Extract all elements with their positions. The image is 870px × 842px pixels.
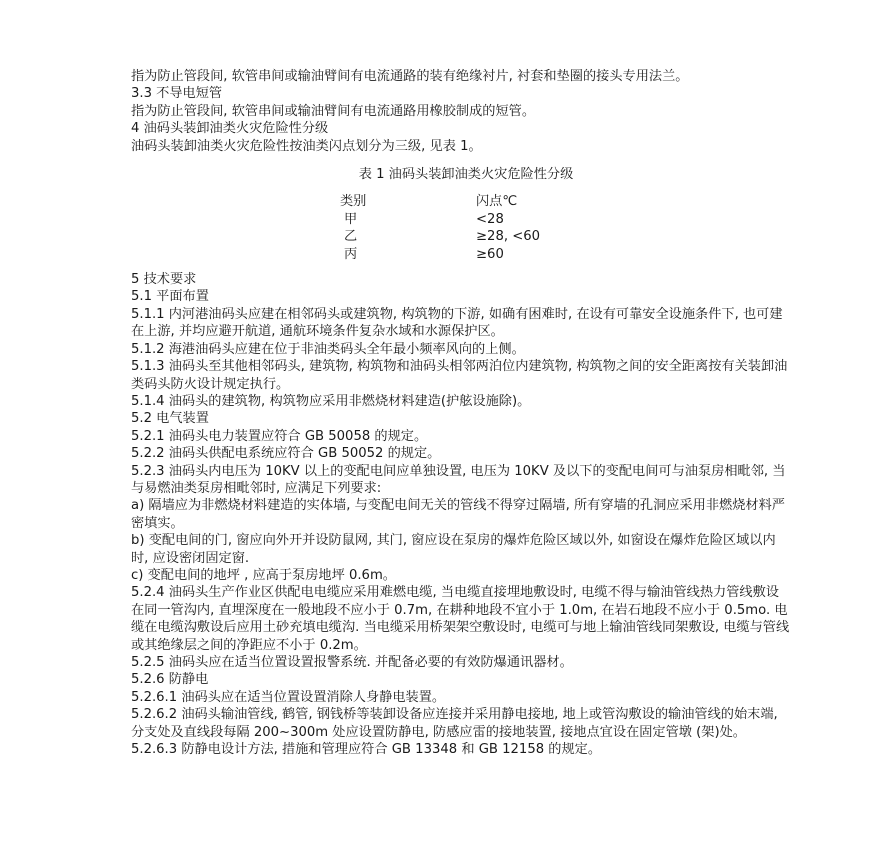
clause-5-2-6-1: 5.2.6.1 油码头应在适当位置设置消除人身静电装置。 — [131, 689, 446, 705]
clause-5-2-6-2: 5.2.6.2 油码头输油管线, 鹤管, 钢钱桥等装卸设备应连接并采用静电接地, 地上或管沟敷设的输油管线的始末端, 分支处及直线段每隔 200~300m 处应设置防静电, 防感应雷的接地装置, 接地点宜设在固定管墩 (架)处。 — [131, 707, 778, 740]
section-5-1-heading: 5.1 平面布置 — [131, 289, 209, 305]
list-item-b: b) 变配电间的门, 窗应向外开并设防鼠网, 其门, 窗应设在泵房的爆炸危险区域以外, 如窗设在爆炸危险区域以内时, 应设密闭固定窗. — [131, 533, 776, 566]
clause-5-1-2: 5.1.2 海港油码头应建在位于非油类码头全年最小频率风向的上侧。 — [131, 341, 525, 357]
table-cell-category: 乙 — [344, 229, 358, 245]
table-cell-flashpoint: <28 — [476, 211, 504, 227]
list-item-c: c) 变配电间的地坪 , 应高于泵房地坪 0.6m。 — [131, 567, 396, 583]
clause-5-2-1: 5.2.1 油码头电力装置应符合 GB 50058 的规定。 — [131, 428, 428, 444]
table-cell-category: 甲 — [344, 211, 358, 227]
paragraph-nonconductive-pipe-def: 指为防止管段间, 软管串间或输油臂间有电流通路用橡胶制成的短管。 — [131, 103, 536, 119]
table-header-category: 类别 — [340, 194, 367, 210]
clause-5-2-3: 5.2.3 油码头内电压为 10KV 以上的变配电间应单独设置, 电压为 10KV 及以下的变配电间可与油泵房相毗邻, 当与易燃油类泵房相毗邻时, 应满足下列要求: — [131, 463, 786, 496]
table-header-flashpoint: 闪点℃ — [476, 194, 518, 210]
paragraph-fire-hazard-grading: 油码头装卸油类火灾危险性按油类闪点划分为三级, 见表 1。 — [131, 138, 482, 154]
clause-5-2-2: 5.2.2 油码头供配电系统应符合 GB 50052 的规定。 — [131, 446, 441, 462]
clause-5-2-6-3: 5.2.6.3 防静电设计方法, 措施和管理应符合 GB 13348 和 GB 12158 的规定。 — [131, 742, 602, 758]
table-row — [340, 211, 540, 228]
section-5-heading: 5 技术要求 — [131, 272, 197, 288]
paragraph-insulating-flange-def: 指为防止管段间, 软管串间或输油臂间有电流通路的装有绝缘衬片, 衬套和垫圈的接头专用法兰。 — [131, 69, 689, 84]
table-cell-flashpoint: ≥28, <60 — [476, 229, 541, 245]
section-3-3-heading: 3.3 不导电短管 — [131, 86, 223, 102]
clause-5-2-5: 5.2.5 油码头应在适当位置设置报警系统. 并配备必要的有效防爆通讯器材。 — [131, 655, 573, 670]
table-header-row — [340, 193, 540, 210]
table-cell-flashpoint: ≥60 — [476, 246, 504, 262]
table-cell-category: 丙 — [344, 246, 358, 262]
section-5-2-heading: 5.2 电气装置 — [131, 411, 209, 427]
clause-5-1-4: 5.1.4 油码头的建筑物, 构筑物应采用非燃烧材料建造(护舷设施除)。 — [131, 393, 531, 409]
clause-5-1-1: 5.1.1 内河港油码头应建在相邻码头或建筑物, 构筑物的下游, 如确有困难时, 在设有可靠安全设施条件下, 也可建在上游, 并均应避开航道, 通航环境条件复杂水域和水源保护区。 — [131, 306, 783, 340]
table-caption: 表 1 油码头装卸油类火灾危险性分级 — [358, 167, 574, 183]
document-body — [131, 68, 791, 758]
section-4-heading: 4 油码头装卸油类火灾危险性分级 — [131, 121, 329, 137]
fire-hazard-table — [340, 193, 540, 263]
table-row — [340, 228, 540, 245]
clause-5-1-3: 5.1.3 油码头至其他相邻码头, 建筑物, 构筑物和油码头相邻两泊位内建筑物, 构筑物之间的安全距离按有关装卸油类码头防火设计规定执行。 — [131, 359, 788, 392]
list-item-a: a) 隔墙应为非燃烧材料建造的实体墙, 与变配电间无关的管线不得穿过隔墙, 所有穿墙的孔洞应采用非燃烧材料严密填实。 — [131, 498, 785, 531]
table-row — [340, 246, 540, 263]
section-5-2-6-heading: 5.2.6 防静电 — [131, 672, 209, 688]
clause-5-2-4: 5.2.4 油码头生产作业区供配电电缆应采用难燃电缆, 当电缆直接埋地敷设时, 电缆不得与输油管线热力管线敷设在同一管沟内, 直埋深度在一般地段不应小于 0.7m, 在耕种地段不宜小于 1.0m, 在岩石地段不应小于 0.5mo. 电缆在电缆沟敷设后应用土砂充填电缆沟. 当电缆采用桥架架空敷设时, 电缆可与地上输油管线同架敷设, 电缆与管线 或其绝缘层之间的净距应不小于 0.2m。 — [131, 585, 790, 653]
